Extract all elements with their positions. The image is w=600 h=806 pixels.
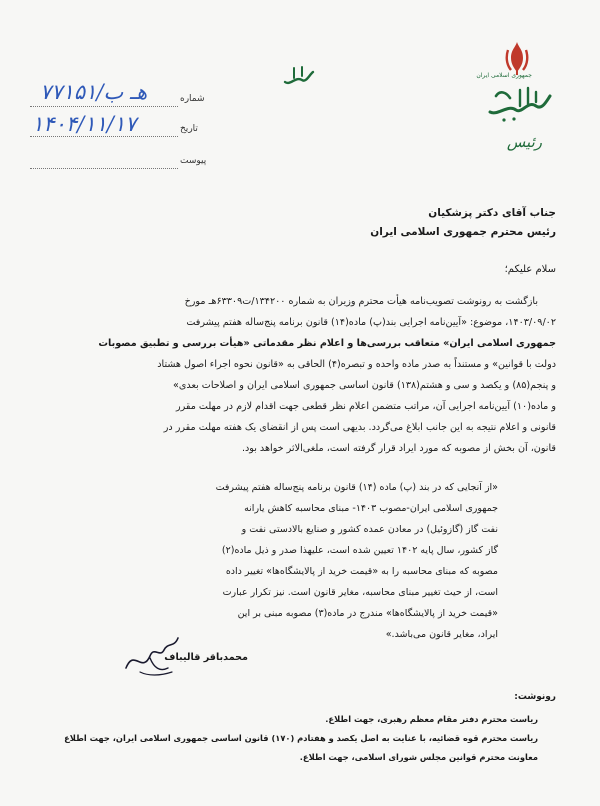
iran-emblem-icon <box>503 40 531 76</box>
majlis-logo-icon <box>486 82 552 124</box>
body-line: بازگشت به رونوشت تصویب‌نامه هیأت محترم وزیران به شماره ۱۳۴۲۰۰/ت۶۳۳۰۹هـ مورخ <box>184 296 538 307</box>
letter-date: ۱۴۰۴/۱۱/۱۷ <box>32 112 137 136</box>
cc-item: ریاست محترم دفتر مقام معظم رهبری، جهت اطلاع. <box>325 714 538 724</box>
greeting: سلام علیکم؛ <box>504 264 556 275</box>
body-line: و پنجم(۸۵) و یکصد و سی و هشتم(۱۳۸) قانون اساسی جمهوری اسلامی ایران و اصلاحات بعدی» <box>173 380 556 391</box>
body-line: جمهوری اسلامی ایران» متعاقب بررسی‌ها و اعلام نظر مقدماتی «هیأت بررسی و تطبیق مصوبات <box>98 338 556 349</box>
number-label: شماره <box>180 94 205 104</box>
cc-item: ریاست محترم قوه قضائیه، با عنایت به اصل یکصد و هفتادم (۱۷۰) قانون اساسی جمهوری اسلامی ایران، جهت اطلاع <box>64 733 538 743</box>
ruling-line: «از آنجایی که در بند (پ) ماده (۱۴) قانون برنامه پنج‌ساله هفتم پیشرفت <box>215 482 498 493</box>
crest-caption: جمهوری اسلامی ایران <box>476 72 532 79</box>
letter-number: ۷۷۱۵۱/هـ ب <box>40 80 148 104</box>
ruling-line: نفت گاز (گازوئیل) در معادن عمده کشور و صنایع بالادستی نفت و <box>241 524 498 535</box>
ruling-line: است، از حیث تغییر مبنای محاسبه، مغایر قانون است. نیز تکرار عبارت <box>222 587 498 598</box>
ruling-line: «قیمت خرید از پالایشگاه‌ها» مندرج در ماده(۳) مصوبه مبنی بر این <box>237 608 498 619</box>
cc-title: رونوشت: <box>514 692 556 702</box>
ruling-line: جمهوری اسلامی ایران-مصوب ۱۴۰۳- مبنای محاسبه کاهش یارانه <box>244 503 498 514</box>
recipient-name: جناب آقای دکتر پزشکیان <box>428 207 556 219</box>
recipient-title: رئیس محترم جمهوری اسلامی ایران <box>370 226 556 238</box>
body-line: ۱۴۰۳/۰۹/۰۲، موضوع: «آیین‌نامه اجرایی بند(پ) ماده(۱۴) قانون برنامه پنج‌ساله هفتم پیشرفت <box>186 317 556 328</box>
body-line: و ماده(۱۰) آیین‌نامه اجرایی آن، مراتب متضمن اعلام نظر قطعی جهت اقدام لازم در مهلت مقرر <box>175 401 556 412</box>
body-line: قانون، آن بخش از مصوبه که مورد ایراد قرار گرفته است، ملغی‌الاثر خواهد بود. <box>241 443 556 454</box>
date-label: تاریخ <box>180 124 198 134</box>
calligraphy-seal-icon <box>282 64 316 90</box>
signatory-name: محمدباقر قالیباف <box>164 652 248 663</box>
ruling-line: ایراد، مغایر قانون می‌باشد.» <box>385 629 498 640</box>
attachment-label: پیوست <box>180 156 207 166</box>
body-line: دولت با قوانین» و مستنداً به صدر ماده واحده و تبصره(۴) الحاقی به «قانون نحوه اجراء اصول هشتاد <box>157 359 556 370</box>
ruling-line: گاز کشور، سال پایه ۱۴۰۲ تعیین شده است، علیهذا صدر و ذیل ماده(۲) <box>221 545 498 556</box>
presidency-label: رئیس <box>506 133 542 151</box>
body-line: قانونی و اعلام نتیجه به این جانب ابلاغ می‌گردد. بدیهی است پس از انقضای یک هفته مهلت مقرر در <box>163 422 556 433</box>
cc-item: معاونت محترم قوانین مجلس شورای اسلامی، جهت اطلاع. <box>299 752 538 762</box>
ruling-line: مصوبه که مبنای محاسبه را به «قیمت خرید از پالایشگاه‌ها» تغییر داده <box>225 566 498 577</box>
